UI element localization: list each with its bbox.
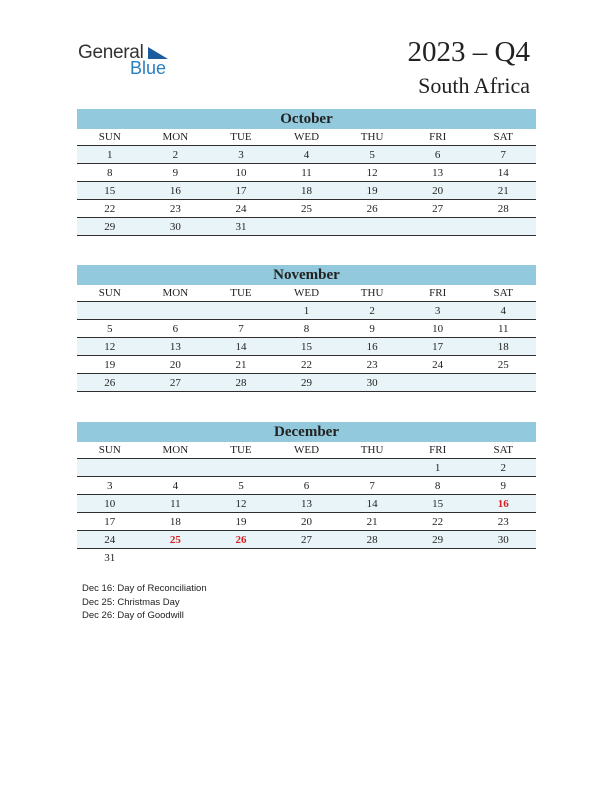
holiday-list (82, 582, 207, 623)
day-cell: 11 (301, 167, 312, 179)
day-cell (405, 218, 471, 235)
week-row (77, 459, 536, 477)
day-cell: 24 (104, 534, 116, 546)
logo (78, 42, 178, 78)
week-row (77, 164, 536, 182)
week-row (77, 549, 536, 567)
day-cell: 5 (238, 480, 244, 492)
day-cell (274, 549, 340, 567)
day-cell: 17 (432, 341, 444, 353)
weekday-header-row (77, 442, 536, 459)
weekday-label: TUE (230, 131, 252, 143)
day-cell: 28 (235, 377, 247, 389)
weekday-label: WED (294, 287, 320, 299)
weekday-label: FRI (429, 444, 447, 456)
day-cell: 28 (366, 534, 378, 546)
weekday-label: SAT (493, 287, 514, 299)
day-cell: 18 (497, 341, 509, 353)
day-cell: 4 (172, 480, 179, 492)
week-row (77, 320, 536, 338)
weekday-label: FRI (429, 287, 447, 299)
weekday-label: MON (162, 444, 189, 456)
day-cell: 7 (238, 323, 244, 335)
day-cell (339, 549, 405, 567)
day-cell: 6 (303, 480, 310, 492)
day-cell: 27 (432, 203, 444, 215)
day-cell: 4 (500, 305, 506, 317)
holiday-day-cell: 16 (497, 498, 509, 510)
day-cell: 20 (432, 185, 444, 197)
holiday-day-cell: 26 (235, 534, 247, 546)
day-cell: 7 (500, 149, 506, 161)
day-cell (143, 549, 209, 567)
logo-word-general: General (78, 42, 144, 63)
day-cell: 9 (500, 480, 506, 492)
day-cell: 16 (169, 185, 181, 197)
day-cell: 10 (104, 498, 116, 510)
day-cell (143, 459, 209, 476)
day-cell: 22 (104, 203, 116, 215)
day-cell: 15 (301, 341, 313, 353)
day-cell: 13 (169, 341, 181, 353)
day-cell: 6 (434, 149, 441, 161)
month-december (77, 422, 536, 567)
day-cell: 29 (301, 377, 313, 389)
day-cell: 25 (497, 359, 509, 371)
day-cell: 10 (432, 323, 444, 335)
month-title: October (77, 109, 536, 129)
weekday-label: THU (360, 287, 384, 299)
logo-word-blue: Blue (130, 58, 167, 78)
day-cell: 18 (301, 185, 313, 197)
week-row (77, 146, 536, 164)
weekday-label: SUN (98, 131, 121, 143)
day-cell: 16 (366, 341, 378, 353)
day-cell: 1 (107, 149, 113, 161)
day-cell: 14 (497, 167, 509, 179)
day-cell: 26 (104, 377, 116, 389)
weekday-label: MON (162, 287, 189, 299)
page-title: 2023 – Q4 (407, 36, 530, 68)
day-cell: 17 (104, 516, 116, 528)
day-cell: 14 (366, 498, 378, 510)
holiday-day-cell: 25 (169, 534, 181, 546)
weekday-label: MON (162, 131, 189, 143)
day-cell: 15 (104, 185, 116, 197)
day-cell: 5 (369, 149, 375, 161)
day-cell: 1 (303, 305, 310, 317)
day-cell (77, 302, 143, 319)
weekday-label: FRI (429, 131, 447, 143)
day-cell: 29 (104, 221, 116, 233)
weekday-label: WED (294, 444, 320, 456)
day-cell: 30 (169, 221, 181, 233)
day-cell: 3 (238, 149, 244, 161)
month-october (77, 109, 536, 236)
day-cell: 27 (169, 377, 181, 389)
day-cell: 9 (369, 323, 375, 335)
week-row (77, 356, 536, 374)
day-cell: 19 (235, 516, 247, 528)
week-row (77, 513, 536, 531)
day-cell (208, 302, 274, 319)
weekday-header-row (77, 129, 536, 146)
day-cell: 12 (366, 167, 378, 179)
day-cell: 7 (369, 480, 375, 492)
day-cell (339, 218, 405, 235)
day-cell (274, 459, 340, 476)
day-cell: 21 (235, 359, 247, 371)
day-cell: 12 (104, 341, 116, 353)
day-cell: 18 (169, 516, 181, 528)
weekday-label: SUN (98, 287, 121, 299)
weekday-header-row (77, 285, 536, 302)
week-row (77, 495, 536, 513)
day-cell (470, 218, 536, 235)
day-cell: 21 (497, 185, 509, 197)
day-cell: 27 (301, 534, 313, 546)
day-cell: 15 (432, 498, 444, 510)
day-cell: 20 (169, 359, 181, 371)
day-cell: 8 (107, 167, 113, 179)
weekday-label: THU (360, 131, 384, 143)
day-cell: 11 (497, 323, 509, 335)
week-row (77, 338, 536, 356)
weekday-label: SUN (98, 444, 121, 456)
day-cell: 12 (235, 498, 247, 510)
day-cell (339, 459, 405, 476)
day-cell: 19 (366, 185, 378, 197)
day-cell: 22 (432, 516, 444, 528)
country-subtitle: South Africa (418, 73, 530, 98)
day-cell: 28 (497, 203, 509, 215)
day-cell: 31 (235, 221, 247, 233)
day-cell: 11 (170, 498, 181, 510)
day-cell: 23 (169, 203, 181, 215)
day-cell: 23 (497, 516, 509, 528)
day-cell: 25 (301, 203, 313, 215)
day-cell: 8 (303, 323, 310, 335)
day-cell: 2 (500, 462, 506, 474)
holiday-note: Dec 16: Day of Reconciliation (82, 583, 207, 594)
day-cell: 17 (235, 185, 247, 197)
day-cell (143, 302, 209, 319)
day-cell: 13 (301, 498, 313, 510)
day-cell (470, 374, 536, 391)
day-cell: 29 (432, 534, 444, 546)
weekday-label: SAT (493, 131, 514, 143)
day-cell (77, 459, 143, 476)
holiday-note: Dec 25: Christmas Day (82, 596, 180, 608)
day-cell: 4 (303, 149, 310, 161)
day-cell: 10 (235, 167, 247, 179)
day-cell: 30 (497, 534, 509, 546)
day-cell: 14 (235, 341, 247, 353)
month-title: November (77, 265, 536, 285)
day-cell: 2 (172, 149, 179, 161)
day-cell (274, 218, 340, 235)
day-cell: 5 (107, 323, 113, 335)
day-cell: 20 (301, 516, 313, 528)
day-cell: 3 (434, 305, 441, 317)
week-row (77, 200, 536, 218)
day-cell (405, 374, 471, 391)
day-cell: 31 (104, 552, 116, 564)
day-cell: 24 (432, 359, 444, 371)
weekday-label: THU (360, 444, 384, 456)
holiday-note: Dec 26: Day of Goodwill (82, 610, 184, 621)
day-cell: 2 (369, 305, 375, 317)
day-cell (208, 459, 274, 476)
day-cell: 22 (301, 359, 313, 371)
day-cell (208, 549, 274, 567)
weekday-label: SAT (493, 444, 514, 456)
week-row (77, 374, 536, 392)
day-cell: 30 (366, 377, 378, 389)
day-cell (470, 549, 536, 567)
day-cell: 24 (235, 203, 247, 215)
week-row (77, 477, 536, 495)
weekday-label: TUE (230, 287, 252, 299)
week-row (77, 218, 536, 236)
day-cell: 13 (432, 167, 444, 179)
weekday-label: WED (294, 131, 320, 143)
month-title: December (77, 422, 536, 442)
week-row (77, 302, 536, 320)
day-cell: 6 (172, 323, 179, 335)
day-cell: 26 (366, 203, 378, 215)
day-cell: 21 (366, 516, 378, 528)
day-cell: 19 (104, 359, 116, 371)
weekday-label: TUE (230, 444, 252, 456)
day-cell: 9 (172, 167, 179, 179)
day-cell: 8 (434, 480, 441, 492)
day-cell: 1 (434, 462, 441, 474)
day-cell: 3 (107, 480, 113, 492)
week-row (77, 531, 536, 549)
month-november (77, 265, 536, 392)
week-row (77, 182, 536, 200)
day-cell: 23 (366, 359, 378, 371)
day-cell (405, 549, 471, 567)
